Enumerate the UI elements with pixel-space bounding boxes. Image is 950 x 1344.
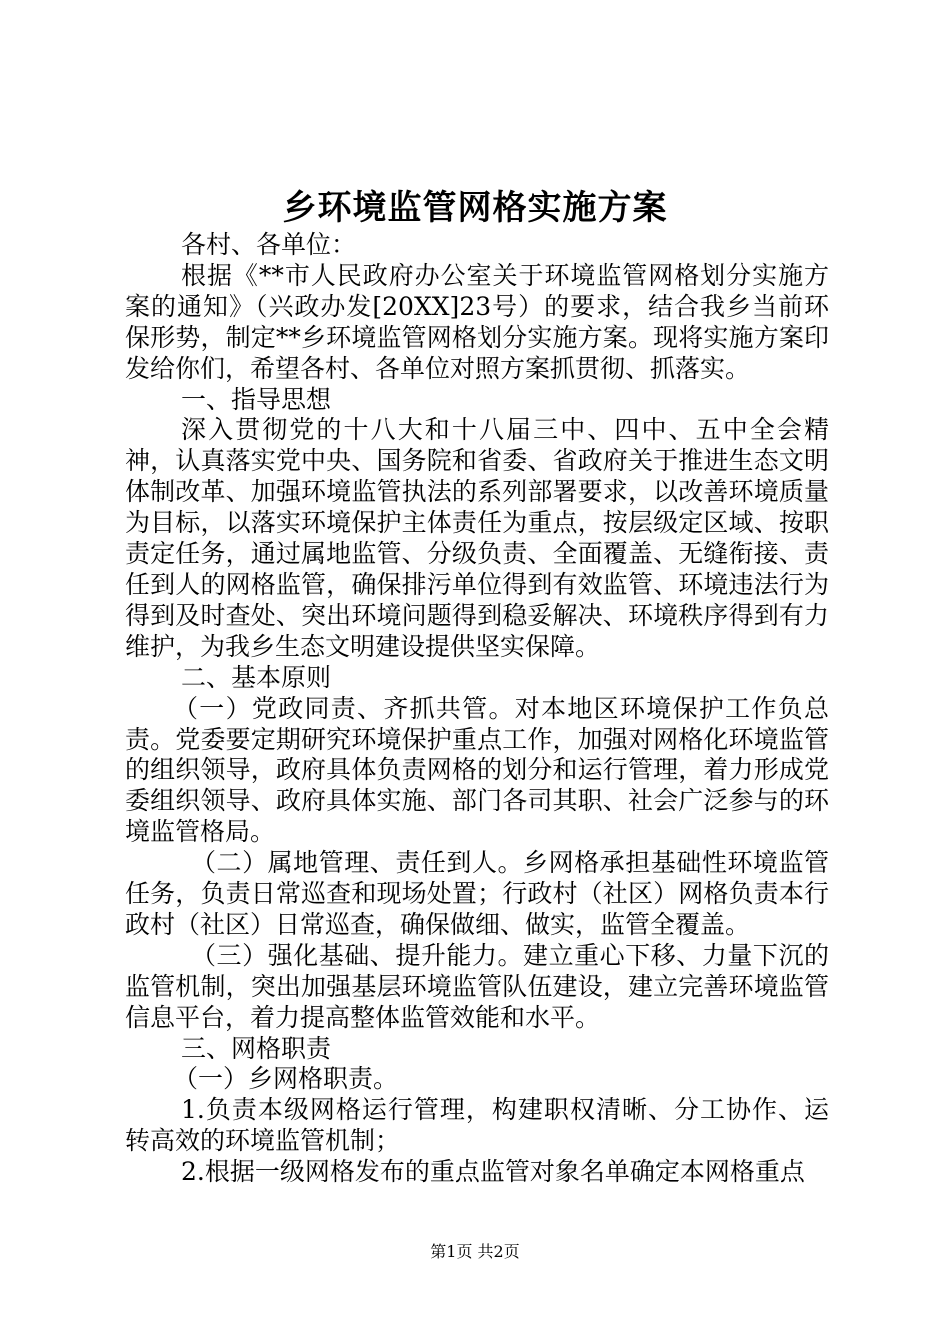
principle-3-paragraph: （三）强化基础、提升能力。建立重心下移、力量下沉的监管机制，突出加强基层环境监管队伍建设，建立完善环境监管信息平台，着力提高整体监管效能和水平。 — [125, 940, 829, 1032]
page-footer: 第1页 共2页 — [430, 1242, 520, 1261]
principle-2-paragraph: （二）属地管理、责任到人。乡网格承担基础性环境监管任务，负责日常巡查和现场处置；行政村（社区）网格负责本行政村（社区）日常巡查，确保做细、做实，监管全覆盖。 — [125, 848, 829, 939]
section-heading-2: 二、基本原则 — [181, 662, 332, 692]
principle-1-paragraph: （一）党政同责、齐抓共管。对本地区环境保护工作负总责。党委要定期研究环境保护重点工作，加强对网格化环境监管的组织领导，政府具体负责网格的划分和运行管理，着力形成党委组织领导、政府具体实施、部门各司其职、社会广泛参与的环境监管格局。 — [125, 693, 829, 847]
subsection-heading: （一）乡网格职责。 — [173, 1064, 399, 1094]
document-title: 乡环境监管网格实施方案 — [282, 188, 668, 228]
intro-paragraph: 根据《**市人民政府办公室关于环境监管网格划分实施方案的通知》（兴政办发[20XX]23号）的要求，结合我乡当前环保形势，制定**乡环境监管网格划分实施方案。现将实施方案印发给你们，希望各村、各单位对照方案抓贯彻、抓落实。 — [125, 260, 829, 383]
section-heading-3: 三、网格职责 — [181, 1033, 332, 1063]
duty-item-2: 2.根据一级网格发布的重点监管对象名单确定本网格重点 — [181, 1157, 805, 1187]
document-body — [125, 230, 829, 1188]
section-heading-1: 一、指导思想 — [181, 384, 332, 414]
guiding-thought-paragraph: 深入贯彻党的十八大和十八届三中、四中、五中全会精神，认真落实党中央、国务院和省委、省政府关于推进生态文明体制改革、加强环境监管执法的系列部署要求，以改善环境质量为目标，以落实环境保护主体责任为重点，按层级定区域、按职责定任务，通过属地监管、分级负责、全面覆盖、无缝衔接、责任到人的网格监管，确保排污单位得到有效监管、环境违法行为得到及时查处、突出环境问题得到稳妥解决、环境秩序得到有力维护，为我乡生态文明建设提供坚实保障。 — [125, 415, 829, 661]
salutation: 各村、各单位： — [181, 230, 357, 259]
duty-item-1: 1.负责本级网格运行管理，构建职权清晰、分工协作、运转高效的环境监管机制； — [125, 1095, 829, 1156]
